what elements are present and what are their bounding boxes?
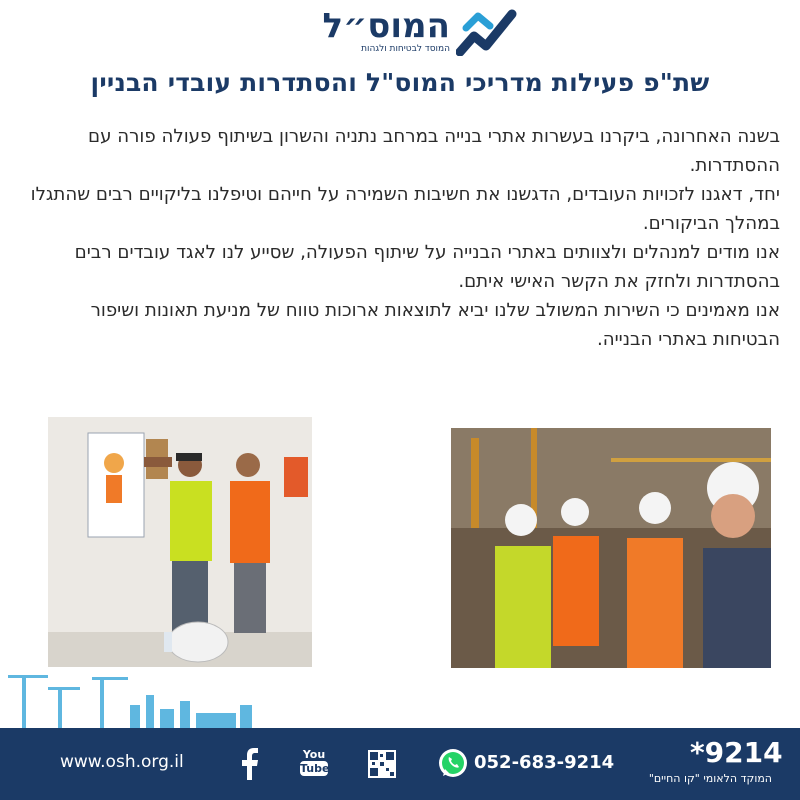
website-link[interactable]: www.osh.org.il <box>60 752 184 772</box>
facebook-icon[interactable] <box>238 748 260 780</box>
photo-left-illustration <box>48 417 312 667</box>
body-text <box>22 122 780 354</box>
footer <box>0 728 800 800</box>
paragraph: יחד, דאגנו לזכויות העובדים, הדגשנו את חשיבות השמירה על חייהם וטיפלנו בליקויים רבים שהתגלו במהלך הביקורים. <box>30 184 780 234</box>
youtube-label-top: You <box>302 748 326 761</box>
page-title: שת"פ פעילות מדריכי המוס"ל והסתדרות עובדי הבניין <box>90 68 710 97</box>
youtube-icon[interactable] <box>300 748 328 782</box>
youtube-label-bottom: Tube <box>300 762 330 775</box>
paragraph: אנו מודים למנהלים ולצוותים באתרי הבנייה על שיתוף הפעולה, שסייע לנו לאגד עובדים רבים בהסתדרות ולחזק את הקשר האישי איתם. <box>74 242 780 292</box>
photo-right-illustration <box>451 428 771 668</box>
hotline-number[interactable]: *9214 <box>690 736 783 769</box>
whatsapp-icon[interactable] <box>437 747 469 779</box>
phone-number[interactable]: 052-683-9214 <box>474 752 615 773</box>
logo[interactable] <box>290 4 520 58</box>
photo-left <box>48 417 312 667</box>
logo-name: המוס״ל <box>322 6 450 46</box>
logo-mark-icon <box>456 6 518 56</box>
logo-tagline: המוסד לבטיחות ולגהות <box>361 44 450 54</box>
qr-code-icon[interactable] <box>368 750 396 778</box>
skyline-illustration <box>0 665 300 729</box>
paragraph: אנו מאמינים כי השירות המשולב שלנו יביא לתוצאות ארוכות טווח של מניעת תאונות ושיפור הבטיחות באתרי הבנייה. <box>90 300 780 350</box>
photo-right <box>451 428 771 668</box>
paragraph: בשנה האחרונה, ביקרנו בעשרות אתרי בנייה במרחב נתניה והשרון בשיתוף פעולה פורה עם ההסתדרות. <box>88 126 780 176</box>
hotline-label: המוקד הלאומי "קו החיים" <box>648 772 772 785</box>
header <box>0 0 800 60</box>
